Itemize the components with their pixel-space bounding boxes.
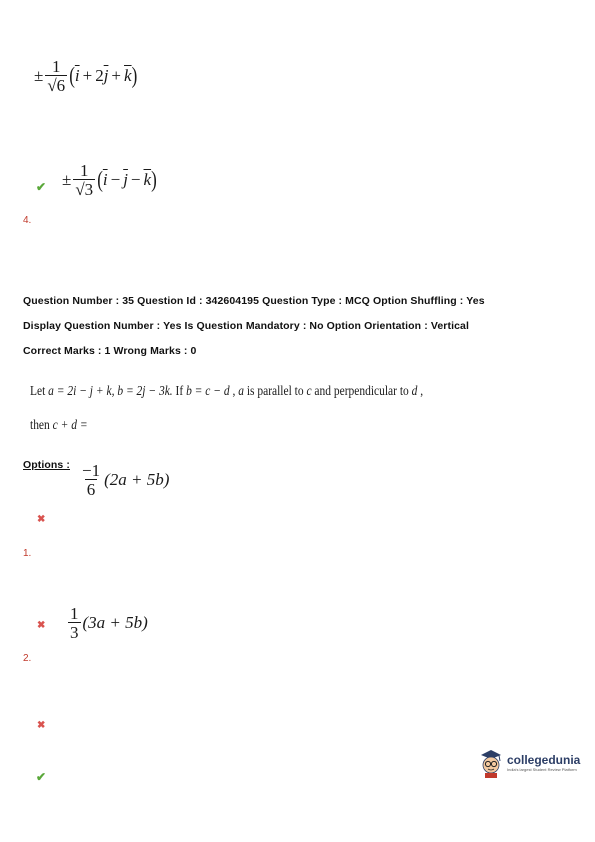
vector-j: $\overline{j}$ <box>103 66 109 85</box>
fraction-numerator: 1 <box>52 57 61 76</box>
fraction-numerator: −1 <box>82 461 101 480</box>
collegedunia-logo <box>478 748 580 778</box>
vector-k: $\overline{k}$ <box>143 170 152 189</box>
fraction-denominator: 3 <box>70 623 79 642</box>
fraction-denominator: √3 <box>75 180 94 199</box>
fraction-denominator: 6 <box>86 480 96 499</box>
fraction <box>80 462 102 498</box>
prev-option-4-expression: ± $\frac{1}{√3}$ ( $\overline{i}$ − $\overline{j}$ − $\overline{k}$ ) <box>62 161 157 199</box>
logo-name: collegedunia <box>507 753 581 767</box>
cross-icon: ✖ <box>37 620 46 631</box>
question-text-line-1: Let a = 2i − j + k, b = 2j − 3k. If b = c − d , a is parallel to c and perpendicular to d , <box>30 384 424 399</box>
fraction-numerator: 1 <box>70 604 79 623</box>
question-text-line-2: then c + d = <box>30 418 88 433</box>
option-number: 1. <box>23 548 32 559</box>
option-2-expression <box>66 605 148 641</box>
vector-k: $\overline{k}$ <box>124 66 132 85</box>
check-icon: ✔ <box>36 770 47 784</box>
fraction <box>68 605 81 641</box>
cross-icon: ✖ <box>37 720 46 731</box>
options-label: Options : <box>23 459 70 471</box>
question-meta-line-2: Display Question Number : Yes Is Question Mandatory : No Option Orientation : Vertical <box>23 320 469 332</box>
mascot-icon <box>478 748 504 778</box>
logo-tagline: India's largest Student Review Platform <box>507 767 577 772</box>
vector-i: $\overline{i}$ <box>102 170 108 189</box>
question-meta-line-1: Question Number : 35 Question Id : 342604195 Question Type : MCQ Option Shuffling : Yes <box>23 295 485 307</box>
vector-j: $\overline{j}$ <box>123 170 128 189</box>
expression-c-plus-d: c + d = <box>52 418 88 433</box>
prev-option-3-expression: ± $\frac{1}{√6}$ ( $\overline{i}$ + 2 $\overline{j}$ + $\overline{k}$ ) <box>34 57 138 95</box>
vector-a-definition: a = 2i − j + k, <box>48 384 115 399</box>
fraction-denominator: √6 <box>47 76 66 95</box>
relation-b-c-d: b = c − d <box>186 384 230 399</box>
check-icon: ✔ <box>36 180 47 194</box>
vector-b-definition: b = 2j − 3k. <box>117 384 173 399</box>
option-expression: (3a + 5b) <box>82 613 148 632</box>
option-expression: (2a + 5b) <box>104 470 170 489</box>
logo-text <box>507 754 580 772</box>
option-number: 2. <box>23 653 32 664</box>
vector-i: $\overline{i}$ <box>74 66 80 85</box>
plus-minus-sign: ± <box>62 170 72 189</box>
fraction <box>73 162 95 198</box>
question-marks: Correct Marks : 1 Wrong Marks : 0 <box>23 345 197 357</box>
option-1-expression <box>78 462 169 498</box>
option-number: 4. <box>23 215 32 226</box>
cross-icon: ✖ <box>37 514 46 525</box>
fraction <box>45 58 67 94</box>
fraction-numerator: 1 <box>80 161 89 180</box>
plus-minus-sign: ± <box>34 66 44 85</box>
